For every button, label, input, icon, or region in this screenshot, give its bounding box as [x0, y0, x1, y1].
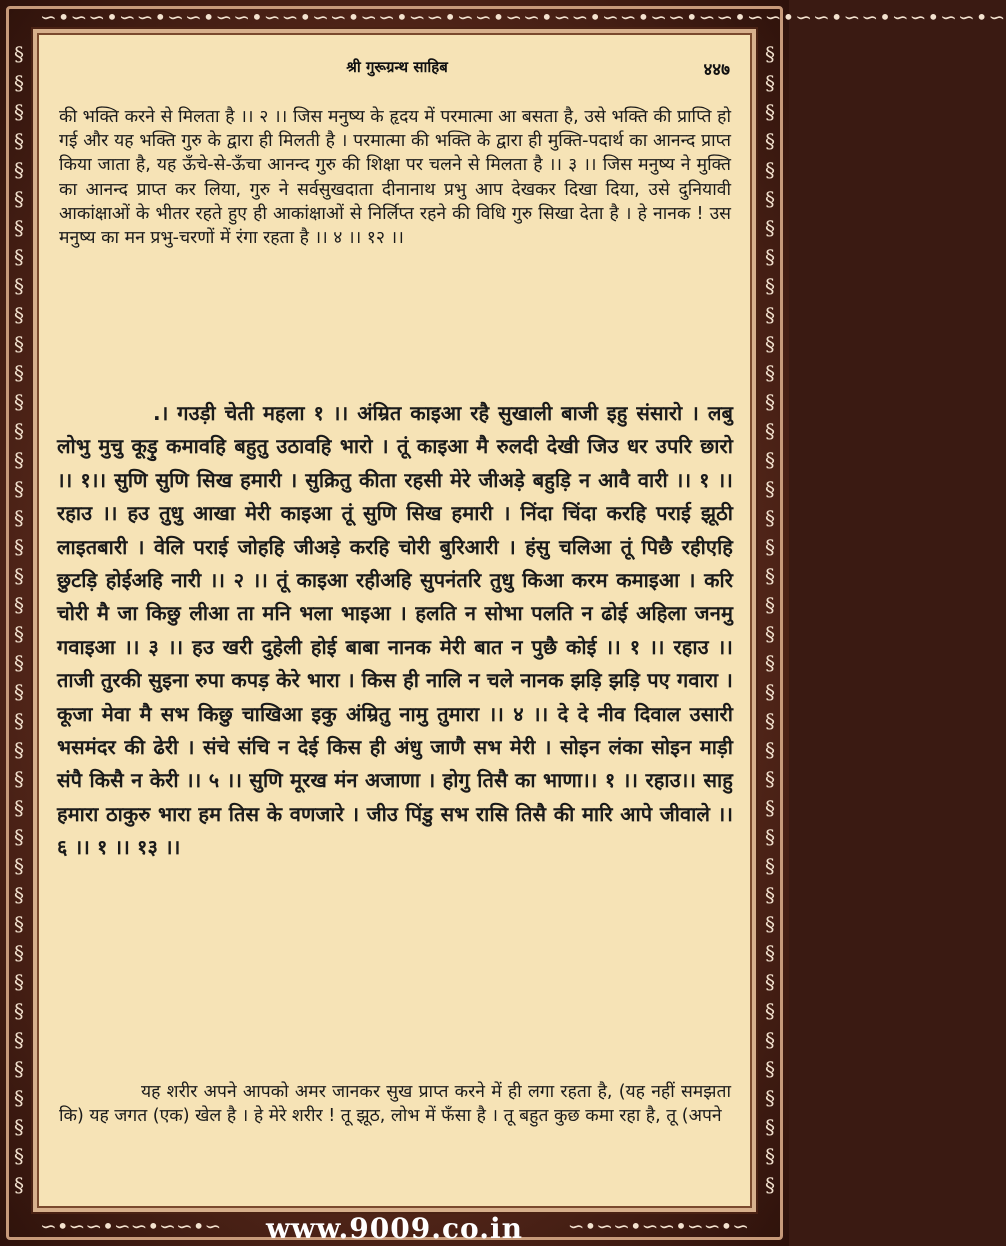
left-ornament: § § § § § § § § § § § § § § § § § § § § § § § § § § § § § § § § § § § § § § § §: [14, 42, 24, 1197]
website-link[interactable]: www.9009.co.in: [266, 1212, 523, 1245]
footer-ornament-right: ∽•∽∽•∽∽•∽∽•∽: [567, 1214, 749, 1238]
commentary-paragraph-bottom: यह शरीर अपने आपको अमर जानकर सुख प्राप्त करने में ही लगा रहता है, (यह नहीं समझता कि) यह जगत (एक) खेल है । हे मेरे शरीर ! तू झूठ, लोभ में फँसा है । तू बहुत कुछ कमा रहा है, तू (अपने: [59, 1082, 731, 1127]
page-title: श्री गुरूग्रन्थ साहिब: [346, 58, 448, 76]
footer-ornament-left: ∽•∽∽•∽∽•∽∽•∽: [40, 1214, 222, 1238]
page-number: ४४७: [703, 60, 730, 80]
commentary-paragraph-top: की भक्ति करने से मिलता है ।। २ ।। जिस मनुष्य के हृदय में परमात्मा आ बसता है, उसे भक्ति की प्राप्ति हो गई और यह भक्ति गुरु के द्वारा ही मिलती है । परमात्मा की भक्ति के द्वारा ही मुक्ति-पदार्थ का आनन्द प्राप्त किया जाता है, यह ऊँचे-से-ऊँचा आनन्द गुरु की शिक्षा पर चलने से मिलता है ।। ३ ।। जिस मनुष्य ने मुक्ति का आनन्द प्राप्त कर लिया, गुरु ने सर्वसुखदाता दीनानाथ प्रभु आप देखकर दिखा दिया, उसे दुनियावी आकांक्षाओं के भीतर रहते हुए ही आकांक्षाओं से निर्लिप्त रहने की विधि गुरु सिखा देता है । हे नानक ! उस मनुष्य का मन प्रभु-चरणों में रंगा रहता है ।। ४ ।। १२ ।।: [59, 107, 731, 249]
top-ornament: ∽•∽∽•∽∽•∽∽•∽∽•∽∽•∽∽•∽∽•∽∽•∽∽•∽∽•∽∽•∽∽•∽∽•∽∽•∽∽•∽∽•∽∽•∽∽•∽∽•∽: [40, 5, 1006, 29]
shabad-text: .। गउड़ी चेती महला १ ।। अंम्रित काइआ रहै सुखाली बाजी इहु संसारो । लबु लोभु मुचु कूड़ु कमावहि बहुतु उठावहि भारो । तूं काइआ मै रुलदी देखी जिउ धर उपरि छारो ।। १।। सुणि सुणि सिख हमारी । सुक्रितु कीता रहसी मेरे जीअड़े बहुड़ि न आवै वारी ।। १ ।। रहाउ ।। हउ तुधु आखा मेरी काइआ तूं सुणि सिख हमारी । निंदा चिंदा करहि पराई झूठी लाइतबारी । वेलि पराई जोहहि जीअड़े करहि चोरी बुरिआरी । हंसु चलिआ तूं पिछै रहीएहि छुटड़ि होईअहि नारी ।। २ ।। तूं काइआ रहीअहि सुपनंतरि तुधु किआ करम कमाइआ । करि चोरी मै जा किछु लीआ ता मनि भला भाइआ । हलति न सोभा पलति न ढोई अहिला जनमु गवाइआ ।। ३ ।। हउ खरी दुहेली होई बाबा नानक मेरी बात न पुछै कोई ।। १ ।। रहाउ ।। ताजी तुरकी सुइना रुपा कपड़ केरे भारा । किस ही नालि न चले नानक झड़ि झड़ि पए गवारा । कूजा मेवा मै सभ किछु चाखिआ इकु अंम्रितु नामु तुमारा ।। ४ ।। दे दे नीव दिवाल उसारी भसमंदर की ढेरी । संचे संचि न देई किस ही अंधु जाणै सभ मेरी । सोइन लंका सोइन माड़ी संपै किसै न केरी ।। ५ ।। सुणि मूरख मंन अजाणा । होगु तिसै का भाणा।। १ ।। रहाउ।। साहु हमारा ठाकुरु भारा हम तिस के वणजारे । जीउ पिंडु सभ रासि तिसै की मारि आपे जीवाले ।। ६ ।। १ ।। १३ ।।: [57, 401, 733, 860]
page-header: [37, 57, 752, 87]
right-ornament: § § § § § § § § § § § § § § § § § § § § § § § § § § § § § § § § § § § § § § § §: [765, 42, 775, 1197]
scripture-page: [37, 33, 752, 1208]
